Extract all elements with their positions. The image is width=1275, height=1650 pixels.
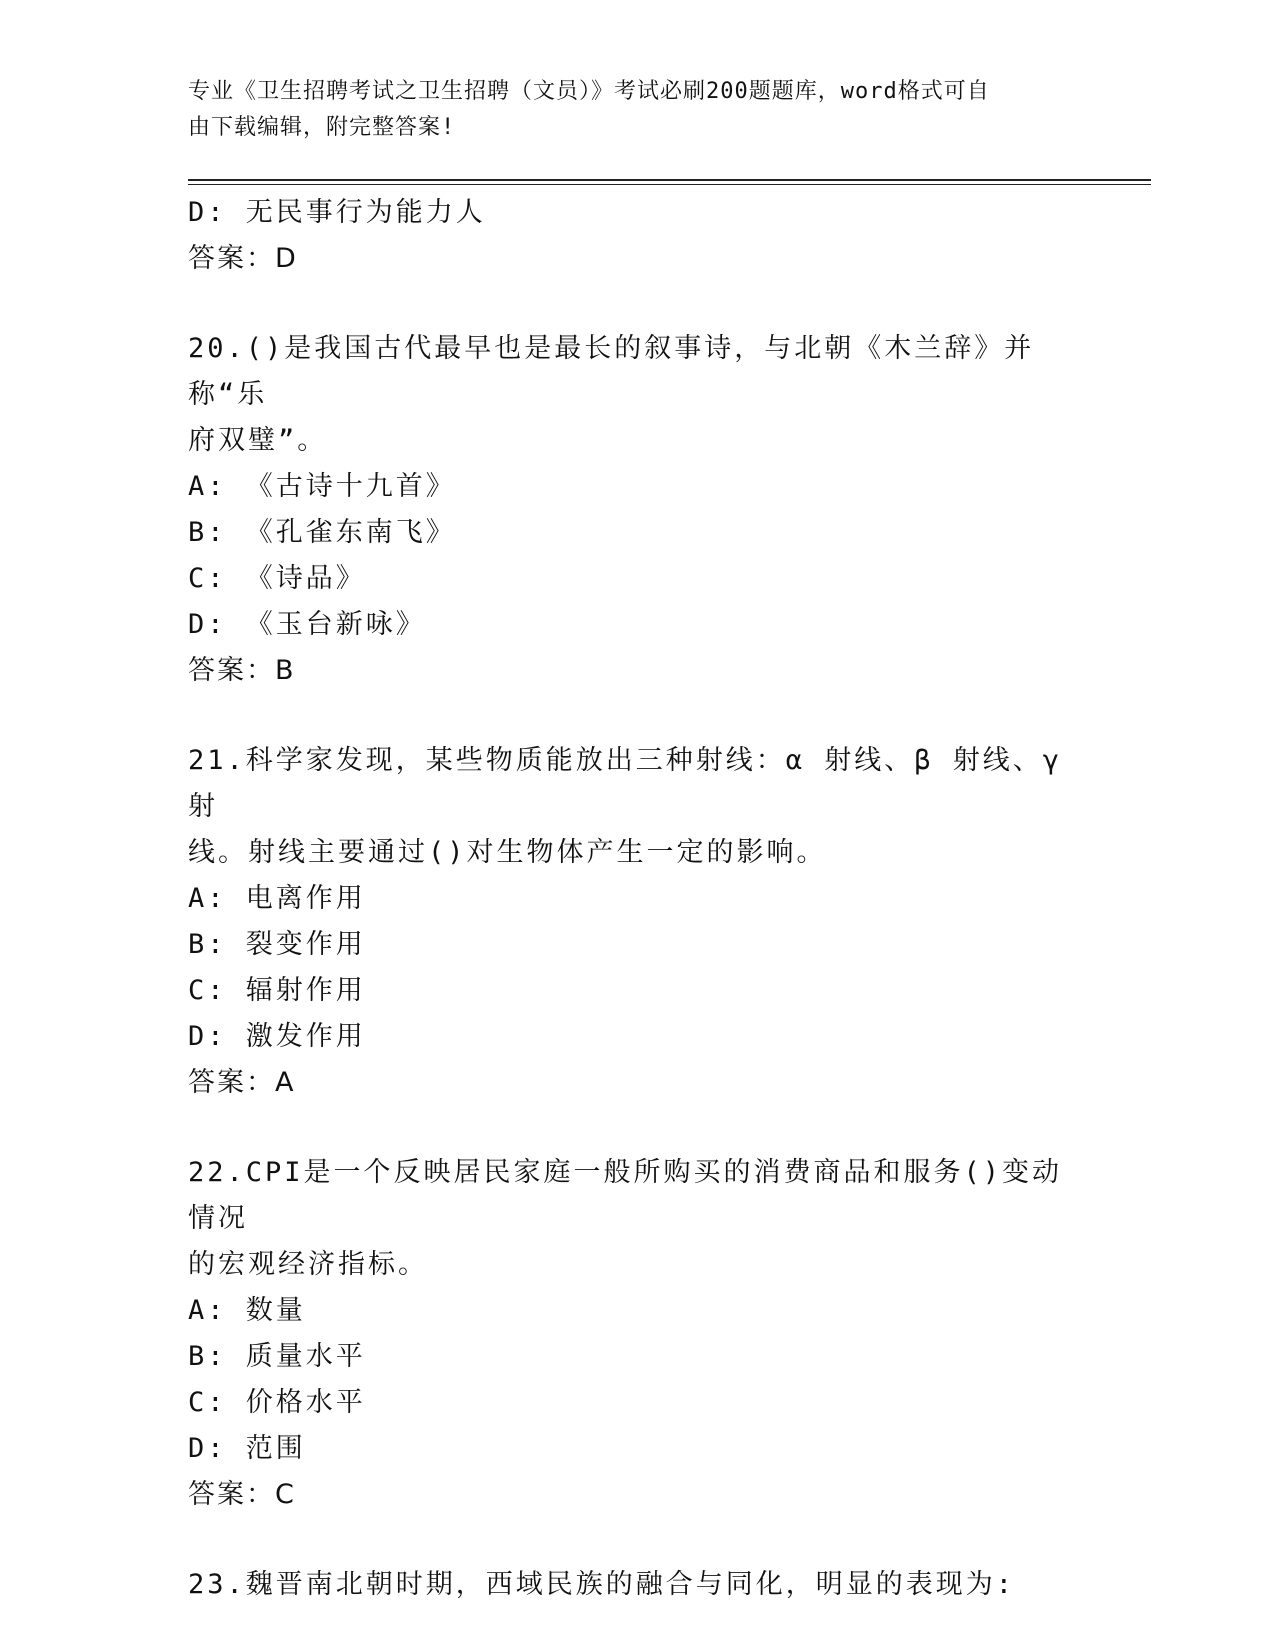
question-23 bbox=[188, 1562, 1088, 1608]
option-d: D: 范围 bbox=[188, 1433, 306, 1464]
question-20 bbox=[188, 326, 1088, 694]
header-divider-thick bbox=[188, 179, 1151, 181]
question-text-line-2: 府双璧”。 bbox=[188, 425, 328, 456]
option-c: C: 《诗品》 bbox=[188, 563, 366, 594]
option-c: C: 价格水平 bbox=[188, 1387, 366, 1418]
question-text-line-2: 的宏观经济指标。 bbox=[188, 1249, 428, 1280]
question-text-line-2: 线。射线主要通过()对生物体产生一定的影响。 bbox=[188, 837, 827, 868]
option-d: D: 《玉台新咏》 bbox=[188, 609, 426, 640]
question-text-line-1: 23.魏晋南北朝时期，西域民族的融合与同化，明显的表现为: bbox=[188, 1569, 1016, 1600]
question-text-line-1: 21.科学家发现，某些物质能放出三种射线：α 射线、β 射线、γ 射 bbox=[188, 745, 1063, 822]
option-c: C: 辐射作用 bbox=[188, 975, 366, 1006]
question-22 bbox=[188, 1150, 1088, 1518]
answer: 答案：A bbox=[188, 1067, 296, 1098]
header-line-1: 专业《卫生招聘考试之卫生招聘（文员）》考试必刷200题题库，word格式可自 bbox=[188, 79, 990, 104]
question-21 bbox=[188, 738, 1088, 1106]
answer: 答案：C bbox=[188, 1479, 296, 1510]
question-list bbox=[188, 190, 1088, 1608]
option-d: D: 激发作用 bbox=[188, 1021, 366, 1052]
option-b: B: 裂变作用 bbox=[188, 929, 366, 960]
option-b: B: 质量水平 bbox=[188, 1341, 366, 1372]
option-a: A: 数量 bbox=[188, 1295, 306, 1326]
answer: 答案：D bbox=[188, 243, 298, 274]
header-divider-thin bbox=[188, 184, 1151, 185]
option-a: A: 《古诗十九首》 bbox=[188, 471, 456, 502]
option-a: A: 电离作用 bbox=[188, 883, 366, 914]
option-b: B: 《孔雀东南飞》 bbox=[188, 517, 456, 548]
page-header bbox=[188, 74, 1068, 146]
question-19-fragment bbox=[188, 190, 1088, 282]
option-d: D: 无民事行为能力人 bbox=[188, 197, 486, 228]
header-line-2: 由下载编辑，附完整答案! bbox=[188, 115, 456, 140]
question-text-line-1: 22.CPI是一个反映居民家庭一般所购买的消费商品和服务()变动情况 bbox=[188, 1157, 1063, 1234]
question-text-line-1: 20.()是我国古代最早也是最长的叙事诗，与北朝《木兰辞》并称“乐 bbox=[188, 333, 1035, 410]
answer: 答案：B bbox=[188, 655, 296, 686]
